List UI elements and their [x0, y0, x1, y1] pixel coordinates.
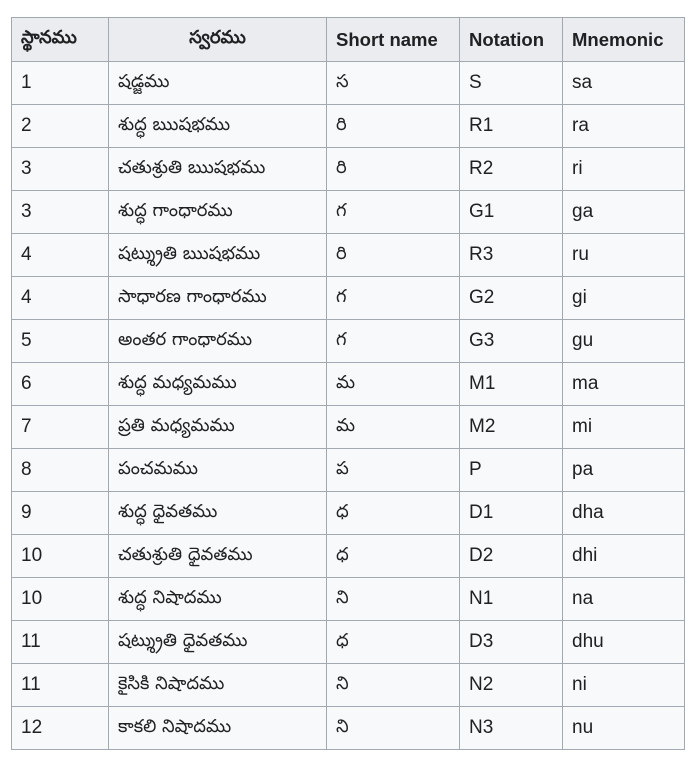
- cell-svaramu: పంచమము: [109, 449, 327, 492]
- cell-notation: R2: [460, 148, 563, 191]
- cell-short-name: ని: [327, 578, 460, 621]
- cell-svaramu: అంతర గాంధారము: [109, 320, 327, 363]
- cell-svaramu: చతుశ్రుతి ధైవతము: [109, 535, 327, 578]
- cell-short-name: ని: [327, 707, 460, 750]
- cell-svaramu: షడ్జము: [109, 62, 327, 105]
- cell-short-name: ధ: [327, 535, 460, 578]
- cell-notation: M1: [460, 363, 563, 406]
- cell-notation: S: [460, 62, 563, 105]
- cell-notation: G1: [460, 191, 563, 234]
- cell-mnemonic: mi: [563, 406, 685, 449]
- cell-notation: N3: [460, 707, 563, 750]
- cell-sthanamu: 1: [12, 62, 109, 105]
- cell-notation: N2: [460, 664, 563, 707]
- table-row: [12, 492, 685, 535]
- cell-svaramu: శుద్ధ గాంధారము: [109, 191, 327, 234]
- cell-mnemonic: gi: [563, 277, 685, 320]
- cell-mnemonic: gu: [563, 320, 685, 363]
- cell-sthanamu: 3: [12, 148, 109, 191]
- table-row: [12, 406, 685, 449]
- cell-notation: G3: [460, 320, 563, 363]
- cell-short-name: మ: [327, 363, 460, 406]
- cell-notation: G2: [460, 277, 563, 320]
- cell-notation: D2: [460, 535, 563, 578]
- table-row: [12, 363, 685, 406]
- cell-short-name: రి: [327, 105, 460, 148]
- table-row: [12, 234, 685, 277]
- header-mnemonic: Mnemonic: [563, 18, 685, 62]
- cell-notation: R3: [460, 234, 563, 277]
- cell-sthanamu: 4: [12, 234, 109, 277]
- cell-mnemonic: sa: [563, 62, 685, 105]
- cell-sthanamu: 10: [12, 578, 109, 621]
- cell-sthanamu: 7: [12, 406, 109, 449]
- cell-notation: D1: [460, 492, 563, 535]
- table-row: [12, 664, 685, 707]
- table-row: [12, 578, 685, 621]
- table-row: [12, 621, 685, 664]
- cell-mnemonic: dha: [563, 492, 685, 535]
- cell-sthanamu: 4: [12, 277, 109, 320]
- table-row: [12, 535, 685, 578]
- cell-notation: R1: [460, 105, 563, 148]
- cell-short-name: ధ: [327, 492, 460, 535]
- cell-svaramu: షట్శ్రుతి ఋషభము: [109, 234, 327, 277]
- cell-mnemonic: ni: [563, 664, 685, 707]
- cell-svaramu: శుద్ధ నిషాదము: [109, 578, 327, 621]
- table-row: [12, 191, 685, 234]
- header-sthanamu: స్థానము: [12, 18, 109, 62]
- cell-mnemonic: ga: [563, 191, 685, 234]
- cell-svaramu: చతుశ్రుతి ఋషభము: [109, 148, 327, 191]
- cell-svaramu: ప్రతి మధ్యమము: [109, 406, 327, 449]
- cell-mnemonic: ru: [563, 234, 685, 277]
- cell-svaramu: కాకలి నిషాదము: [109, 707, 327, 750]
- cell-notation: M2: [460, 406, 563, 449]
- cell-sthanamu: 12: [12, 707, 109, 750]
- cell-short-name: మ: [327, 406, 460, 449]
- cell-mnemonic: ra: [563, 105, 685, 148]
- table-row: [12, 707, 685, 750]
- cell-short-name: ప: [327, 449, 460, 492]
- table-row: [12, 62, 685, 105]
- cell-short-name: గ: [327, 277, 460, 320]
- cell-svaramu: శుద్ధ మధ్యమము: [109, 363, 327, 406]
- cell-sthanamu: 3: [12, 191, 109, 234]
- cell-svaramu: శుద్ధ ఋషభము: [109, 105, 327, 148]
- cell-mnemonic: na: [563, 578, 685, 621]
- table-row: [12, 277, 685, 320]
- cell-sthanamu: 11: [12, 664, 109, 707]
- table-body: [12, 62, 685, 750]
- cell-mnemonic: ri: [563, 148, 685, 191]
- cell-notation: N1: [460, 578, 563, 621]
- cell-mnemonic: ma: [563, 363, 685, 406]
- cell-svaramu: సాధారణ గాంధారము: [109, 277, 327, 320]
- table-row: [12, 320, 685, 363]
- cell-short-name: గ: [327, 191, 460, 234]
- swara-table: [11, 17, 685, 750]
- cell-sthanamu: 8: [12, 449, 109, 492]
- cell-short-name: ధ: [327, 621, 460, 664]
- cell-svaramu: శుద్ధ ధైవతము: [109, 492, 327, 535]
- cell-short-name: స: [327, 62, 460, 105]
- header-row: [12, 18, 685, 62]
- cell-notation: P: [460, 449, 563, 492]
- cell-svaramu: షట్శ్రుతి ధైవతము: [109, 621, 327, 664]
- header-notation: Notation: [460, 18, 563, 62]
- header-svaramu: స్వరము: [109, 18, 327, 62]
- header-short-name: Short name: [327, 18, 460, 62]
- cell-mnemonic: pa: [563, 449, 685, 492]
- table-row: [12, 148, 685, 191]
- cell-mnemonic: nu: [563, 707, 685, 750]
- cell-short-name: ని: [327, 664, 460, 707]
- cell-short-name: గ: [327, 320, 460, 363]
- table-row: [12, 449, 685, 492]
- cell-sthanamu: 11: [12, 621, 109, 664]
- cell-sthanamu: 6: [12, 363, 109, 406]
- table-row: [12, 105, 685, 148]
- cell-sthanamu: 9: [12, 492, 109, 535]
- cell-svaramu: కైసికి నిషాదము: [109, 664, 327, 707]
- cell-sthanamu: 10: [12, 535, 109, 578]
- cell-mnemonic: dhu: [563, 621, 685, 664]
- cell-short-name: రి: [327, 234, 460, 277]
- cell-short-name: రి: [327, 148, 460, 191]
- cell-mnemonic: dhi: [563, 535, 685, 578]
- cell-sthanamu: 2: [12, 105, 109, 148]
- cell-sthanamu: 5: [12, 320, 109, 363]
- cell-notation: D3: [460, 621, 563, 664]
